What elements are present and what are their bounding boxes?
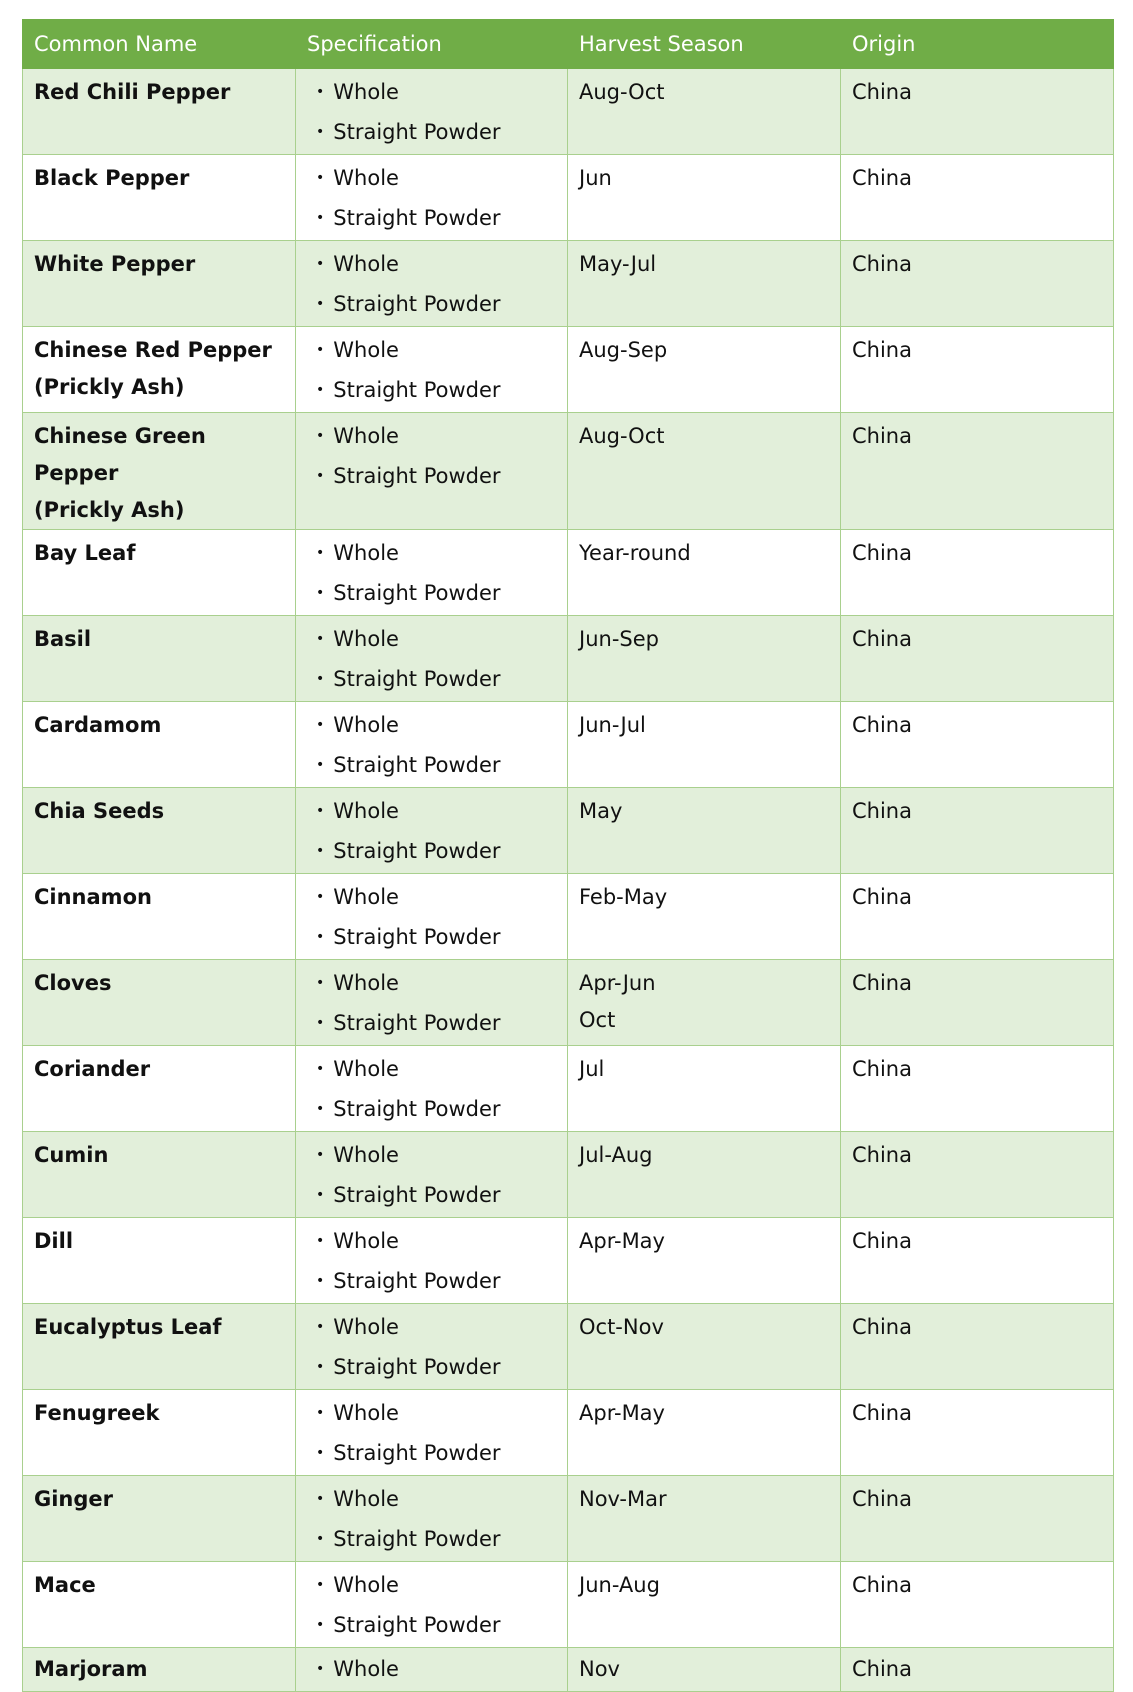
table-row — [23, 960, 1114, 1046]
harvest-season-text: May-Jul — [579, 252, 657, 276]
harvest-season-cell — [568, 960, 841, 1046]
origin-cell: China — [841, 788, 1114, 874]
specification-item: • Whole — [316, 246, 567, 286]
common-name-text: Chinese Red Pepper — [34, 338, 272, 362]
common-name-cell — [23, 788, 296, 874]
origin-cell: China — [841, 155, 1114, 241]
specification-cell — [296, 69, 568, 155]
harvest-season-text: Aug-Oct — [579, 424, 665, 448]
common-name-cell — [23, 702, 296, 788]
specification-item: • Straight Powder — [316, 286, 567, 326]
harvest-season-cell — [568, 1562, 841, 1648]
specification-list — [307, 965, 567, 1045]
common-name-text: Dill — [34, 1229, 74, 1253]
common-name-text: Coriander — [34, 1057, 151, 1081]
column-header-specification[interactable]: Specification — [296, 20, 568, 69]
table-row — [23, 1046, 1114, 1132]
origin-cell: China — [841, 1218, 1114, 1304]
common-name-cell — [23, 327, 296, 413]
table-row — [23, 1648, 1114, 1692]
specification-list — [307, 707, 567, 787]
harvest-season-cell — [568, 1132, 841, 1218]
harvest-season-text: Jul-Aug — [579, 1143, 653, 1167]
specification-cell — [296, 1046, 568, 1132]
specification-item: • Whole — [316, 418, 567, 458]
specification-item: • Whole — [316, 1481, 567, 1521]
specification-item: • Straight Powder — [316, 1435, 567, 1475]
specification-item: • Whole — [316, 332, 567, 372]
specification-item: • Whole — [316, 1223, 567, 1263]
specification-cell — [296, 1562, 568, 1648]
common-name-text: Chia Seeds — [34, 799, 165, 823]
common-name-cell — [23, 1218, 296, 1304]
specification-item: • Whole — [316, 965, 567, 1005]
common-name-text: (Prickly Ash) — [34, 498, 185, 522]
specification-list — [307, 418, 567, 498]
origin-cell: China — [841, 1476, 1114, 1562]
origin-cell: China — [841, 241, 1114, 327]
specification-list — [307, 332, 567, 412]
origin-cell: China — [841, 1562, 1114, 1648]
table-row — [23, 1390, 1114, 1476]
specification-item: • Straight Powder — [316, 661, 567, 701]
specification-cell — [296, 1304, 568, 1390]
common-name-cell — [23, 1648, 296, 1692]
harvest-season-text: Aug-Oct — [579, 80, 665, 104]
specification-item: • Whole — [316, 621, 567, 661]
specification-item: • Straight Powder — [316, 1521, 567, 1561]
common-name-text: White Pepper — [34, 252, 196, 276]
common-name-text: Mace — [34, 1573, 96, 1597]
specification-item: • Straight Powder — [316, 458, 567, 498]
specification-list — [307, 1309, 567, 1389]
common-name-text: Basil — [34, 627, 92, 651]
common-name-text: Chinese Green Pepper — [34, 424, 206, 485]
table-row — [23, 1304, 1114, 1390]
harvest-season-cell — [568, 1046, 841, 1132]
specification-item: • Straight Powder — [316, 114, 567, 154]
harvest-season-text: Jun-Aug — [579, 1573, 660, 1597]
specification-list — [307, 1137, 567, 1217]
table-row — [23, 413, 1114, 530]
spice-table — [22, 19, 1114, 1692]
table-row — [23, 616, 1114, 702]
common-name-cell — [23, 1304, 296, 1390]
header-row — [23, 20, 1114, 69]
harvest-season-text: Jun — [579, 166, 612, 190]
common-name-text: Eucalyptus Leaf — [34, 1315, 222, 1339]
specification-item: • Whole — [316, 1395, 567, 1435]
harvest-season-cell — [568, 1648, 841, 1692]
specification-list — [307, 1223, 567, 1303]
common-name-cell — [23, 1046, 296, 1132]
specification-cell — [296, 327, 568, 413]
common-name-text: Ginger — [34, 1487, 114, 1511]
column-header-harvest-season[interactable]: Harvest Season — [568, 20, 841, 69]
specification-list — [307, 793, 567, 873]
origin-cell: China — [841, 413, 1114, 530]
specification-cell — [296, 1218, 568, 1304]
specification-item: • Whole — [316, 74, 567, 114]
specification-item: • Whole — [316, 1567, 567, 1607]
specification-item: • Whole — [316, 879, 567, 919]
harvest-season-cell — [568, 413, 841, 530]
table-row — [23, 788, 1114, 874]
harvest-season-text: Oct — [579, 1008, 616, 1032]
common-name-text: (Prickly Ash) — [34, 375, 185, 399]
table-body — [23, 69, 1114, 1692]
specification-item: • Straight Powder — [316, 1177, 567, 1217]
harvest-season-cell — [568, 1304, 841, 1390]
common-name-cell — [23, 413, 296, 530]
common-name-cell — [23, 241, 296, 327]
harvest-season-text: Jul — [579, 1057, 605, 1081]
common-name-cell — [23, 1390, 296, 1476]
specification-item: • Whole — [316, 1309, 567, 1349]
harvest-season-cell — [568, 1476, 841, 1562]
specification-item: • Straight Powder — [316, 1091, 567, 1131]
common-name-text: Black Pepper — [34, 166, 190, 190]
specification-item: • Straight Powder — [316, 1263, 567, 1303]
specification-cell — [296, 530, 568, 616]
common-name-cell — [23, 155, 296, 241]
specification-list — [307, 1395, 567, 1475]
harvest-season-cell — [568, 530, 841, 616]
origin-cell: China — [841, 1648, 1114, 1692]
common-name-cell — [23, 1132, 296, 1218]
specification-cell — [296, 788, 568, 874]
spice-table-container — [22, 19, 1113, 1692]
harvest-season-text: Apr-May — [579, 1401, 665, 1425]
specification-cell — [296, 155, 568, 241]
origin-cell: China — [841, 1304, 1114, 1390]
common-name-cell — [23, 69, 296, 155]
origin-cell: China — [841, 874, 1114, 960]
specification-item: • Whole — [316, 707, 567, 747]
specification-item: • Straight Powder — [316, 919, 567, 959]
specification-item: • Whole — [316, 160, 567, 200]
specification-item: • Whole — [316, 793, 567, 833]
common-name-cell — [23, 1562, 296, 1648]
specification-item: • Whole — [316, 1137, 567, 1177]
common-name-cell — [23, 530, 296, 616]
harvest-season-text: Nov-Mar — [579, 1487, 667, 1511]
common-name-text: Cinnamon — [34, 885, 152, 909]
specification-list — [307, 74, 567, 154]
origin-cell: China — [841, 1390, 1114, 1476]
specification-item: • Whole — [316, 1051, 567, 1091]
harvest-season-cell — [568, 788, 841, 874]
harvest-season-text: Oct-Nov — [579, 1315, 664, 1339]
table-row — [23, 69, 1114, 155]
specification-cell — [296, 241, 568, 327]
specification-list — [307, 621, 567, 701]
specification-list — [307, 1481, 567, 1561]
specification-cell — [296, 702, 568, 788]
common-name-cell — [23, 1476, 296, 1562]
origin-cell: China — [841, 1132, 1114, 1218]
specification-cell — [296, 874, 568, 960]
specification-list — [307, 1567, 567, 1647]
origin-cell: China — [841, 1046, 1114, 1132]
table-row — [23, 702, 1114, 788]
harvest-season-text: Apr-Jun — [579, 971, 656, 995]
table-row — [23, 241, 1114, 327]
specification-item: • Straight Powder — [316, 1005, 567, 1045]
specification-cell — [296, 1390, 568, 1476]
specification-item: • Straight Powder — [316, 372, 567, 412]
specification-list — [307, 535, 567, 615]
specification-cell — [296, 413, 568, 530]
table-header — [23, 20, 1114, 69]
specification-cell — [296, 960, 568, 1046]
harvest-season-text: Jun-Jul — [579, 713, 646, 737]
harvest-season-text: Feb-May — [579, 885, 668, 909]
specification-item: • Straight Powder — [316, 200, 567, 240]
harvest-season-cell — [568, 1218, 841, 1304]
specification-cell — [296, 1476, 568, 1562]
origin-cell: China — [841, 327, 1114, 413]
table-row — [23, 155, 1114, 241]
origin-cell: China — [841, 69, 1114, 155]
specification-list — [307, 160, 567, 240]
table-row — [23, 1476, 1114, 1562]
specification-list — [307, 879, 567, 959]
harvest-season-cell — [568, 241, 841, 327]
common-name-text: Bay Leaf — [34, 541, 136, 565]
table-row — [23, 1132, 1114, 1218]
specification-item: • Straight Powder — [316, 833, 567, 873]
common-name-text: Cloves — [34, 971, 112, 995]
common-name-text: Cumin — [34, 1143, 109, 1167]
specification-item: • Straight Powder — [316, 575, 567, 615]
harvest-season-text: Year-round — [579, 541, 691, 565]
column-header-origin[interactable]: Origin — [841, 20, 1114, 69]
harvest-season-text: May — [579, 799, 623, 823]
specification-item: • Straight Powder — [316, 747, 567, 787]
harvest-season-cell — [568, 155, 841, 241]
common-name-text: Cardamom — [34, 713, 162, 737]
harvest-season-cell — [568, 327, 841, 413]
common-name-text: Red Chili Pepper — [34, 80, 231, 104]
origin-cell: China — [841, 702, 1114, 788]
harvest-season-cell — [568, 616, 841, 702]
specification-list — [307, 1651, 567, 1691]
specification-item: • Whole — [316, 535, 567, 575]
specification-cell — [296, 1132, 568, 1218]
harvest-season-cell — [568, 69, 841, 155]
common-name-text: Marjoram — [34, 1657, 148, 1681]
specification-item: • Straight Powder — [316, 1349, 567, 1389]
harvest-season-text: Nov — [579, 1657, 620, 1681]
specification-item: • Straight Powder — [316, 1607, 567, 1647]
common-name-text: Fenugreek — [34, 1401, 160, 1425]
harvest-season-cell — [568, 1390, 841, 1476]
harvest-season-text: Jun-Sep — [579, 627, 659, 651]
table-row — [23, 1218, 1114, 1304]
specification-list — [307, 246, 567, 326]
specification-list — [307, 1051, 567, 1131]
column-header-common-name[interactable]: Common Name — [23, 20, 296, 69]
table-row — [23, 874, 1114, 960]
table-row — [23, 1562, 1114, 1648]
harvest-season-text: Aug-Sep — [579, 338, 668, 362]
table-row — [23, 327, 1114, 413]
origin-cell: China — [841, 530, 1114, 616]
specification-item: • Whole — [316, 1651, 567, 1691]
common-name-cell — [23, 874, 296, 960]
table-row — [23, 530, 1114, 616]
harvest-season-text: Apr-May — [579, 1229, 665, 1253]
origin-cell: China — [841, 616, 1114, 702]
specification-cell — [296, 1648, 568, 1692]
origin-cell: China — [841, 960, 1114, 1046]
harvest-season-cell — [568, 702, 841, 788]
common-name-cell — [23, 960, 296, 1046]
harvest-season-cell — [568, 874, 841, 960]
common-name-cell — [23, 616, 296, 702]
specification-cell — [296, 616, 568, 702]
